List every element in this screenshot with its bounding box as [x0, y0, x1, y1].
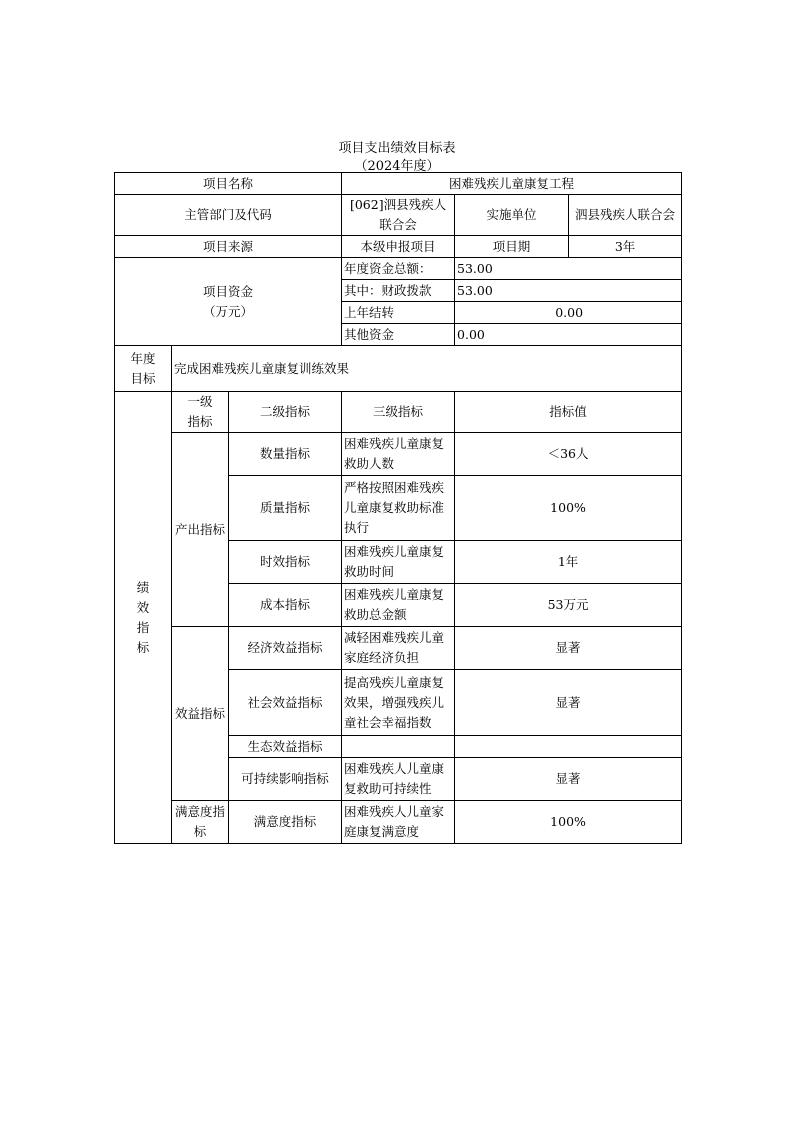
row-source [115, 236, 682, 258]
perf-char-3: 指 [136, 619, 150, 635]
ecological-l3 [342, 736, 455, 758]
annual-target-label-line2: 目标 [130, 370, 156, 386]
quality-value: 100% [455, 476, 682, 541]
social-l2: 社会效益指标 [229, 670, 342, 736]
annual-target-value: 完成困难残疾儿童康复训练效果 [172, 346, 682, 392]
source-value: 本级申报项目 [342, 236, 455, 258]
sustainable-value: 显著 [455, 758, 682, 801]
cost-l2: 成本指标 [229, 584, 342, 627]
satisfaction-l1 [172, 801, 229, 844]
funds-total-value: 53.00 [455, 258, 682, 280]
header-l1 [172, 392, 229, 433]
header-l2: 二级指标 [229, 392, 342, 433]
economic-l3 [342, 627, 455, 670]
funds-label-line1: 项目资金 [203, 283, 254, 299]
quantity-l2: 数量指标 [229, 433, 342, 476]
funds-other-value: 0.00 [455, 324, 682, 346]
sustainable-l3 [342, 758, 455, 801]
quality-l3-line2: 儿童康复救助标准 [344, 500, 445, 515]
satisfaction-l3-line2: 庭康复满意度 [344, 824, 420, 839]
quality-l3 [342, 476, 455, 541]
header-l1-line2: 指标 [187, 414, 213, 429]
benefit-indicator-label: 效益指标 [172, 627, 229, 801]
cost-value: 53万元 [455, 584, 682, 627]
output-indicator-label: 产出指标 [172, 433, 229, 627]
satisfaction-l1-line2: 标 [193, 824, 207, 839]
row-indicator-header [115, 392, 682, 433]
row-quantity [115, 433, 682, 476]
timeliness-value: 1年 [455, 541, 682, 584]
impl-unit-value: 泗县残疾人联合会 [569, 195, 682, 236]
perf-char-1: 绩 [136, 579, 150, 595]
funds-fiscal-value: 53.00 [455, 280, 682, 302]
ecological-value [455, 736, 682, 758]
funds-label [115, 258, 342, 346]
quantity-l3 [342, 433, 455, 476]
row-satisfaction [115, 801, 682, 844]
economic-l3-line1: 减轻困难残疾儿童 [344, 630, 445, 645]
satisfaction-l3-line1: 困难残疾人儿童家 [344, 804, 445, 819]
funds-fiscal-label: 其中：财政拨款 [342, 280, 455, 302]
funds-other-label: 其他资金 [342, 324, 455, 346]
row-annual-target [115, 346, 682, 392]
impl-unit-label: 实施单位 [455, 195, 569, 236]
funds-total-label: 年度资金总额： [342, 258, 455, 280]
sustainable-l3-line2: 复救助可持续性 [344, 781, 432, 796]
performance-indicator-label [115, 392, 172, 844]
satisfaction-l1-line1: 满意度指 [174, 804, 225, 819]
funds-carry-value: 0.00 [455, 302, 682, 324]
row-project-name [115, 173, 682, 195]
dept-value: [062]泗县残疾人联合会 [342, 195, 455, 236]
quantity-l3-line1: 困难残疾儿童康复 [344, 436, 445, 451]
header-l3: 三级指标 [342, 392, 455, 433]
timeliness-l3-line1: 困难残疾儿童康复 [344, 544, 445, 559]
quality-l3-line3: 执行 [344, 520, 370, 535]
project-name-label: 项目名称 [115, 173, 342, 195]
satisfaction-l3 [342, 801, 455, 844]
dept-label: 主管部门及代码 [115, 195, 342, 236]
sustainable-l3-line1: 困难残疾人儿童康 [344, 761, 445, 776]
row-funds-total [115, 258, 682, 280]
year-subtitle: （2024年度） [354, 159, 440, 174]
social-l3-line2: 效果，增强残疾儿 [344, 694, 445, 710]
satisfaction-l2: 满意度指标 [229, 801, 342, 844]
timeliness-l2: 时效指标 [229, 541, 342, 584]
header-value: 指标值 [455, 392, 682, 433]
cost-l3 [342, 584, 455, 627]
funds-label-line2: （万元） [203, 303, 254, 319]
cost-l3-line1: 困难残疾儿童康复 [344, 587, 445, 602]
sustainable-l2: 可持续影响指标 [229, 758, 342, 801]
funds-carry-label: 上年结转 [342, 302, 455, 324]
performance-target-table [114, 172, 682, 844]
social-l3 [342, 670, 455, 736]
timeliness-l3 [342, 541, 455, 584]
row-economic [115, 627, 682, 670]
social-value: 显著 [455, 670, 682, 736]
satisfaction-value: 100% [455, 801, 682, 844]
perf-char-2: 效 [136, 599, 150, 615]
timeliness-l3-line2: 救助时间 [344, 564, 395, 579]
row-dept [115, 195, 682, 236]
annual-target-label [115, 346, 172, 392]
economic-l3-line2: 家庭经济负担 [344, 650, 420, 665]
project-name-value: 困难残疾儿童康复工程 [342, 173, 682, 195]
period-label: 项目期 [455, 236, 569, 258]
perf-char-4: 标 [136, 639, 150, 655]
quantity-value: ＜36人 [455, 433, 682, 476]
economic-l2: 经济效益指标 [229, 627, 342, 670]
annual-target-label-line1: 年度 [130, 350, 156, 366]
header-l1-line1: 一级 [187, 394, 213, 409]
cost-l3-line2: 救助总金额 [344, 607, 407, 622]
quality-l2: 质量指标 [229, 476, 342, 541]
source-label: 项目来源 [115, 236, 342, 258]
period-value: 3年 [569, 236, 682, 258]
economic-value: 显著 [455, 627, 682, 670]
page-title: 项目支出绩效目标表 [338, 141, 456, 156]
quality-l3-line1: 严格按照困难残疾 [344, 480, 445, 495]
social-l3-line3: 童社会幸福指数 [344, 714, 432, 730]
quantity-l3-line2: 救助人数 [344, 456, 395, 471]
social-l3-line1: 提高残疾儿童康复 [344, 674, 445, 690]
ecological-l2: 生态效益指标 [229, 736, 342, 758]
